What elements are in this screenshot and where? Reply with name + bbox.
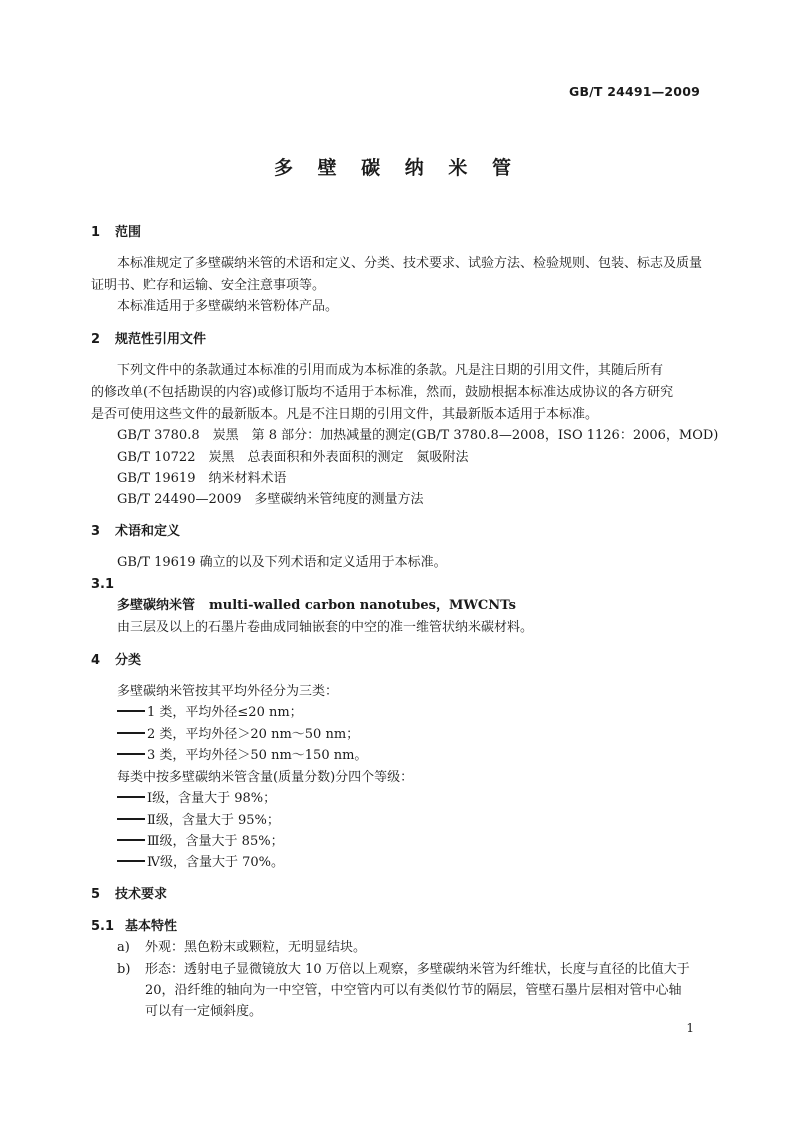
list-text-continuation: 可以有一定倾斜度。 [145, 1004, 263, 1019]
term-english: multi-walled carbon nanotubes，MWCNTs [209, 598, 516, 613]
section-title: 分类 [115, 653, 142, 668]
subsection-5-1-heading [91, 917, 177, 937]
section-1-heading [91, 223, 141, 243]
class-text: 2 类，平均外径＞20 nm～50 nm； [147, 727, 360, 742]
dash-marker [117, 860, 145, 862]
paragraph-line: 是否可使用这些文件的最新版本。凡是不注日期的引用文件，其最新版本适用于本标准。 [91, 407, 599, 422]
page-number: 1 [686, 1021, 694, 1035]
reference-item: GB/T 3780.8 炭黑 第 8 部分：加热减量的测定(GB/T 3780.8—2008，ISO 1126：2006，MOD) [117, 428, 719, 443]
dash-marker [117, 732, 145, 734]
grade-item [117, 832, 284, 852]
paragraph-line: 的修改单(不包括勘误的内容)或修订版均不适用于本标准，然而，鼓励根据本标准达成协议的各方研究 [91, 385, 674, 400]
section-number: 2 [91, 332, 101, 347]
section-2-heading [91, 330, 206, 350]
grade-text: Ⅲ级，含量大于 85%； [147, 834, 284, 849]
dash-marker [117, 796, 145, 798]
paragraph-line: GB/T 19619 确立的以及下列术语和定义适用于本标准。 [117, 555, 447, 570]
reference-item: GB/T 10722 炭黑 总表面积和外表面积的测定 氮吸附法 [117, 450, 469, 465]
term-entry [117, 596, 516, 616]
dash-marker [117, 753, 145, 755]
class-text: 3 类，平均外径＞50 nm～150 nm。 [147, 748, 368, 763]
reference-item: GB/T 24490—2009 多壁碳纳米管纯度的测量方法 [117, 492, 424, 507]
section-number: 3 [91, 524, 101, 539]
list-item-a [117, 938, 366, 958]
section-4-heading [91, 651, 141, 671]
list-text: 形态：透射电子显微镜放大 10 万倍以上观察，多壁碳纳米管为纤维状，长度与直径的比值大于 [145, 962, 690, 977]
term-definition: 由三层及以上的石墨片卷曲成同轴嵌套的中空的准一维管状纳米碳材料。 [117, 620, 534, 635]
term-chinese: 多壁碳纳米管 [117, 598, 196, 613]
section-title: 技术要求 [115, 887, 168, 902]
section-number: 5 [91, 887, 101, 902]
paragraph-line: 每类中按多壁碳纳米管含量(质量分数)分四个等级： [117, 770, 414, 785]
section-title: 规范性引用文件 [115, 332, 207, 347]
dash-marker [117, 710, 145, 712]
reference-item: GB/T 19619 纳米材料术语 [117, 471, 287, 486]
class-item [117, 703, 303, 723]
section-number: 4 [91, 653, 101, 668]
section-5-heading [91, 885, 167, 905]
section-3-heading [91, 522, 180, 542]
grade-item [117, 853, 284, 873]
class-item [117, 725, 359, 745]
paragraph-line: 多壁碳纳米管按其平均外径分为三类： [117, 684, 339, 699]
section-title: 术语和定义 [115, 524, 181, 539]
grade-item [117, 789, 276, 809]
paragraph-line: 本标准适用于多壁碳纳米管粉体产品。 [117, 299, 339, 314]
list-text: 外观：黑色粉末或颗粒，无明显结块。 [145, 940, 367, 955]
list-item-b [117, 960, 690, 980]
class-text: 1 类，平均外径≤20 nm； [147, 705, 303, 720]
standard-code: GB/T 24491—2009 [568, 84, 700, 99]
list-text-continuation: 20，沿纤维的轴向为一中空管，中空管内可以有类似竹节的隔层，管壁石墨片层相对管中心轴 [145, 983, 682, 998]
subsection-number: 5.1 [91, 919, 115, 934]
subsection-number: 3.1 [91, 577, 115, 592]
section-title: 范围 [115, 225, 142, 240]
dash-marker [117, 818, 145, 820]
subsection-title: 基本特性 [125, 919, 178, 934]
grade-text: Ⅰ级，含量大于 98%； [147, 791, 277, 806]
section-number: 1 [91, 225, 101, 240]
list-label: b) [117, 962, 131, 977]
paragraph-line: 本标准规定了多壁碳纳米管的术语和定义、分类、技术要求、试验方法、检验规则、包装、标志及质量 [117, 256, 703, 271]
grade-text: Ⅱ级，含量大于 95%； [147, 813, 280, 828]
grade-item [117, 811, 280, 831]
class-item [117, 746, 367, 766]
grade-text: Ⅳ级，含量大于 70%。 [147, 855, 285, 870]
paragraph-line: 证明书、贮存和运输、安全注意事项等。 [91, 278, 326, 293]
dash-marker [117, 839, 145, 841]
list-label: a) [117, 940, 130, 955]
paragraph-line: 下列文件中的条款通过本标准的引用而成为本标准的条款。凡是注日期的引用文件，其随后所有 [117, 363, 664, 378]
document-title: 多 壁 碳 纳 米 管 [273, 157, 521, 179]
